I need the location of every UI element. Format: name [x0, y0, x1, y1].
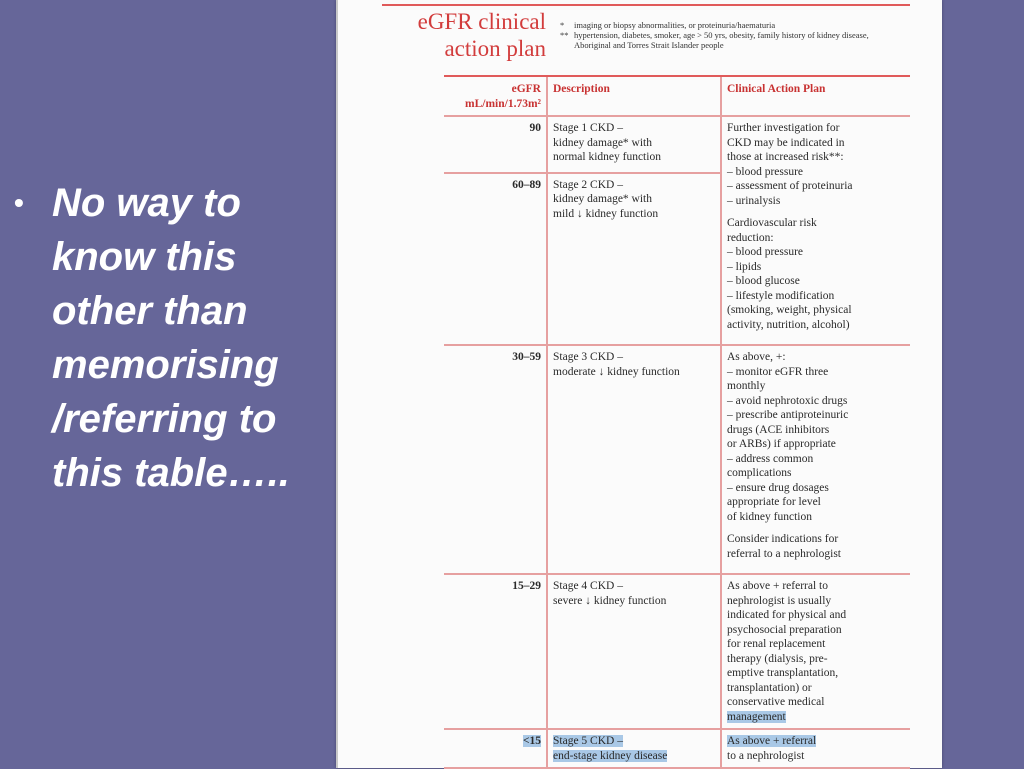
footnote-2 — [560, 30, 900, 50]
highlighted-text: end-stage kidney disease — [553, 749, 668, 762]
header-clinical-action-plan: Clinical Action Plan — [721, 76, 910, 116]
footnote-text: imaging or biopsy abnormalities, or proteinuria/haematuria — [574, 20, 776, 30]
stage-description — [547, 729, 721, 768]
doc-title — [386, 8, 546, 62]
egfr-value: 15–29 — [444, 574, 547, 729]
early-stage-plan — [721, 116, 910, 345]
plan-cardiovascular: Cardiovascular risk reduction: – blood pressure – lipids – blood glucose – lifestyle modification (smoking, weight, physical activity, nutrition, alcohol) — [727, 217, 852, 331]
bullet-dot: • — [14, 187, 24, 218]
stage-description: Stage 3 CKD – moderate ↓ kidney function — [547, 345, 721, 574]
footnote-1 — [560, 20, 900, 30]
slide-bullet — [14, 176, 334, 500]
table-row-stage-4 — [444, 574, 910, 729]
egfr-value: 30–59 — [444, 345, 547, 574]
title-line-1: eGFR clinical — [417, 9, 546, 34]
plan-investigation: Further investigation for CKD may be indicated in those at increased risk**: – blood pressure – assessment of proteinuria – urinalysis — [727, 122, 853, 207]
plan-referral-text: As above + referral to nephrologist is usually indicated for physical and psychosocial preparation for renal replacement therapy (dialysis, pre- emptive transplantation, transplantation) or conservative medical — [727, 580, 847, 708]
egfr-table — [444, 75, 910, 769]
highlighted-text: Stage 5 CKD – — [553, 735, 623, 747]
egfr-value: 60–89 — [444, 173, 547, 345]
plan-text: to a nephrologist — [727, 749, 805, 762]
table-header-row — [444, 76, 910, 116]
table-row-stage-1 — [444, 116, 910, 173]
egfr-document — [336, 0, 942, 768]
header-description: Description — [547, 76, 721, 116]
highlighted-text: management — [727, 710, 786, 723]
bullet-text: No way to know this other than memorising /referring to this table….. — [52, 181, 290, 495]
stage-plan — [721, 574, 910, 729]
highlighted-text: <15 — [522, 735, 541, 747]
plan-referral-consider: Consider indications for referral to a nephrologist — [727, 533, 841, 560]
footnotes — [560, 20, 900, 50]
footnote-mark: * — [560, 20, 565, 30]
stage-plan — [721, 345, 910, 574]
egfr-value — [444, 729, 547, 768]
title-line-2: action plan — [444, 36, 546, 61]
stage-description: Stage 1 CKD – kidney damage* with normal kidney function — [547, 116, 721, 173]
top-rule — [382, 4, 910, 6]
highlighted-text: As above + referral — [727, 735, 817, 747]
footnote-mark: ** — [560, 30, 569, 40]
table-row-stage-3 — [444, 345, 910, 574]
stage-description: Stage 2 CKD – kidney damage* with mild ↓ kidney function — [547, 173, 721, 345]
table-row-stage-5 — [444, 729, 910, 768]
footnote-text: hypertension, diabetes, smoker, age > 50 yrs, obesity, family history of kidney disease, Aboriginal and Torres Strait Islander people — [574, 30, 869, 50]
header-egfr: eGFR mL/min/1.73m² — [444, 76, 547, 116]
stage-description: Stage 4 CKD – severe ↓ kidney function — [547, 574, 721, 729]
stage-plan — [721, 729, 910, 768]
egfr-value: 90 — [444, 116, 547, 173]
plan-monitoring: As above, +: – monitor eGFR three monthly – avoid nephrotoxic drugs – prescribe antiproteinuric drugs (ACE inhibitors or ARBs) if appropriate – address common complications – ensure drug dosages appropriate for level of kidney function — [727, 351, 849, 523]
